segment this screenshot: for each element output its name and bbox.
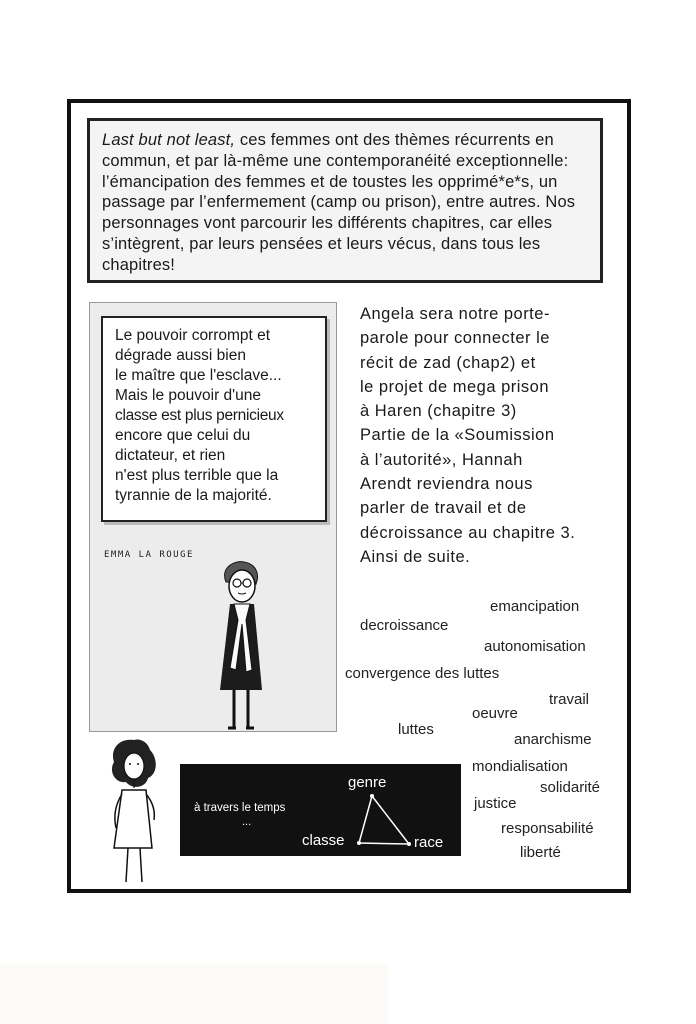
quote-line: n'est plus terrible que la (115, 467, 279, 484)
through-time-label: à travers le temps (194, 802, 286, 814)
word-decroissance: decroissance (360, 617, 449, 634)
intro-lead: Last but not least, (102, 131, 236, 149)
angela-line: décroissance au chapitre 3. (360, 523, 576, 542)
quote-box (101, 316, 327, 522)
emma-figure (200, 560, 280, 732)
intro-text: ces femmes ont des thèmes récurrents en commun, et par là-même une contemporanéité exceptionnelle: l’émancipation des femmes et de toustes les opprimé*e*s, un passage par l’enfermement (camp ou prison), entre autres. Nos personnages vont parcourir les différents chapitres, car elles s’intègrent, par leurs pensées et leurs vécus, dans tous les chapitres! (102, 131, 576, 274)
word-luttes: luttes (398, 721, 434, 738)
word-anarchisme: anarchisme (514, 731, 592, 748)
angela-line: à l’autorité», Hannah (360, 450, 523, 469)
quote-line: le maître que l'esclave... (115, 367, 282, 384)
quote-line: dégrade aussi bien (115, 347, 246, 364)
angela-line: Ainsi de suite. (360, 547, 471, 566)
quote-line: dictateur, et rien (115, 447, 226, 464)
word-mondialisation: mondialisation (472, 758, 568, 775)
word-responsabilite: responsabilité (501, 820, 594, 837)
word-liberte: liberté (520, 844, 561, 861)
classe-label: classe (302, 832, 345, 849)
quote-line: Mais le pouvoir d'une (115, 387, 261, 404)
angela-text (360, 302, 610, 569)
panel-caption: EMMA LA ROUGE (104, 550, 194, 560)
word-solidarite: solidarité (540, 779, 601, 796)
angela-line: parler de travail et de (360, 499, 527, 518)
quote-line: Le pouvoir corrompt et (115, 327, 271, 344)
word-travail: travail (549, 691, 590, 708)
quote-line: tyrannie de la majorité. (115, 487, 272, 504)
word-emancipation: emancipation (490, 598, 580, 615)
angela-line: le projet de mega prison (360, 377, 550, 396)
quote-line: classe est plus pernicieux (115, 407, 284, 424)
quote-line: encore que celui du (115, 427, 251, 444)
angela-line: Partie de la «Soumission (360, 426, 555, 445)
angela-line: parole pour connecter le (360, 329, 550, 348)
angela-line: Arendt reviendra nous (360, 475, 533, 494)
word-convergence: convergence des luttes (345, 665, 500, 682)
genre-label: genre (348, 774, 387, 791)
angela-figure (98, 738, 174, 884)
ellipsis-label: ... (242, 816, 252, 828)
triangle-diagram (180, 764, 461, 856)
angela-line: Angela sera notre porte- (360, 305, 550, 323)
bottom-smudge (0, 964, 388, 1024)
word-autonomisation: autonomisation (484, 638, 586, 655)
intersection-box (180, 764, 461, 856)
word-oeuvre: oeuvre (472, 705, 518, 722)
word-justice: justice (474, 795, 517, 812)
angela-line: à Haren (chapitre 3) (360, 402, 517, 421)
angela-line: récit de zad (chap2) et (360, 353, 536, 372)
race-label: race (414, 834, 444, 851)
intro-box (87, 118, 603, 283)
